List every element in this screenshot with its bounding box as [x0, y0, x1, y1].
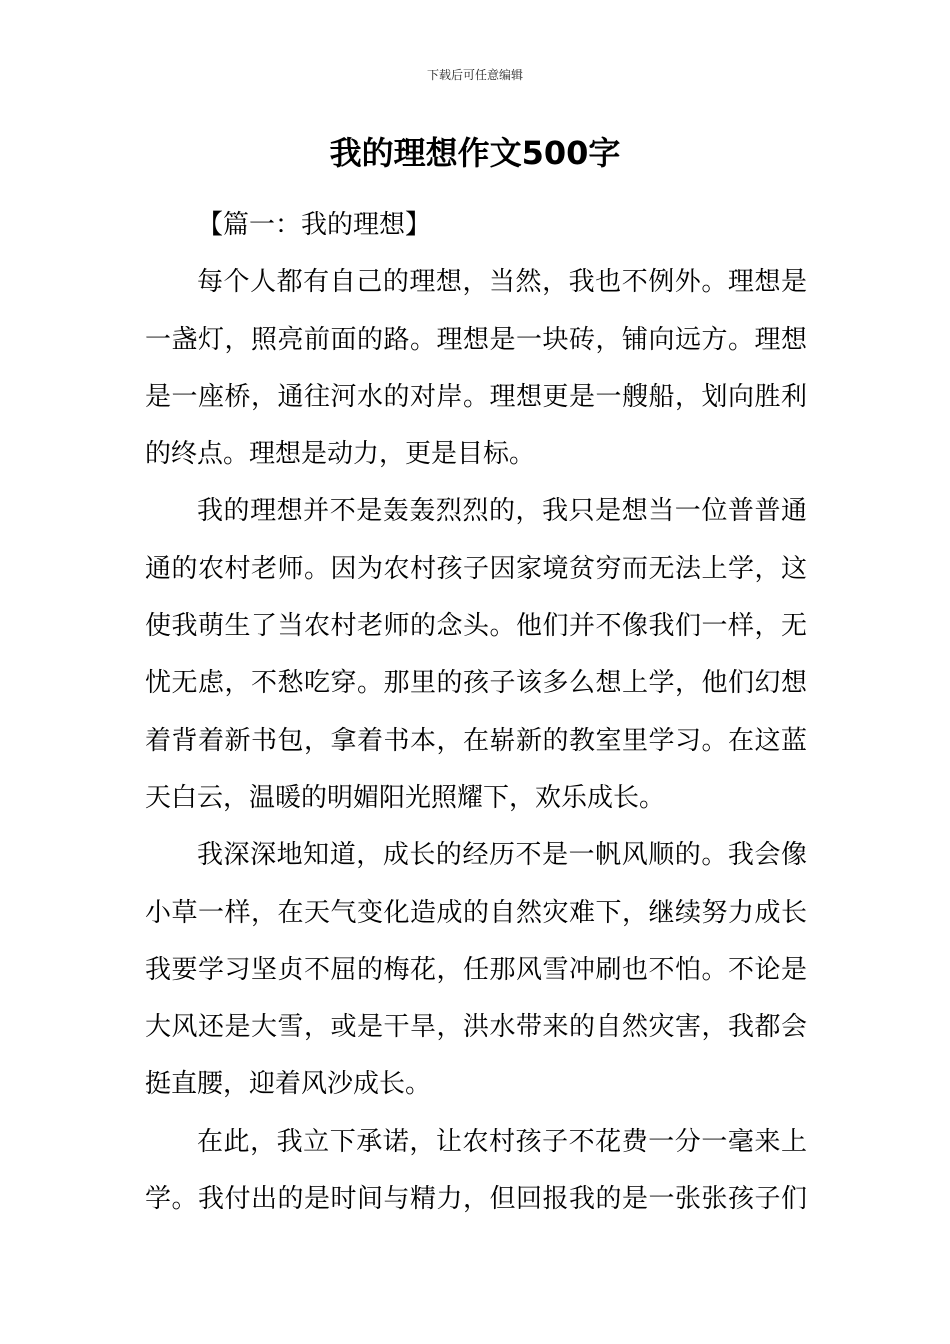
paragraph-3	[145, 827, 807, 1113]
text-line: 大风还是大雪，或是干旱，洪水带来的自然灾害，我都会	[145, 1012, 807, 1043]
text-line: 小草一样，在天气变化造成的自然灾难下，继续努力成长	[145, 897, 807, 928]
text-line: 挺直腰，迎着风沙成长。	[145, 1069, 432, 1100]
text-line: 我深深地知道，成长的经历不是一帆风顺的。我会像	[197, 840, 807, 871]
paragraph-1	[145, 254, 807, 483]
text-line: 着背着新书包，拿着书本，在崭新的教室里学习。在这蓝	[145, 725, 807, 756]
header-note: 下载后可任意编辑	[426, 68, 523, 82]
text-line: 每个人都有自己的理想，当然，我也不例外。理想是	[197, 267, 807, 298]
text-line: 的终点。理想是动力，更是目标。	[145, 439, 536, 470]
document-title: 我的理想作文500字	[329, 134, 621, 172]
text-line: 一盏灯，照亮前面的路。理想是一块砖，铺向远方。理想	[145, 324, 807, 355]
text-line: 是一座桥，通往河水的对岸。理想更是一艘船，划向胜利	[145, 381, 807, 412]
text-line: 我要学习坚贞不屈的梅花，任那风雪冲刷也不怕。不论是	[145, 954, 807, 985]
text-line: 通的农村老师。因为农村孩子因家境贫穷而无法上学，这	[145, 553, 807, 584]
text-line: 忧无虑，不愁吃穿。那里的孩子该多么想上学，他们幻想	[145, 668, 807, 699]
section-heading: 【篇一：我的理想】	[197, 210, 432, 240]
paragraph-4	[145, 1114, 807, 1229]
document-body	[145, 197, 807, 1228]
text-line: 天白云，温暖的明媚阳光照耀下，欢乐成长。	[145, 782, 666, 813]
text-line: 在此，我立下承诺，让农村孩子不花费一分一毫来上	[197, 1126, 807, 1157]
text-line: 我的理想并不是轰轰烈烈的，我只是想当一位普普通	[197, 496, 807, 527]
text-line: 使我萌生了当农村老师的念头。他们并不像我们一样，无	[145, 611, 807, 642]
paragraph-2	[145, 483, 807, 827]
text-line: 学。我付出的是时间与精力，但回报我的是一张张孩子们	[145, 1184, 807, 1215]
